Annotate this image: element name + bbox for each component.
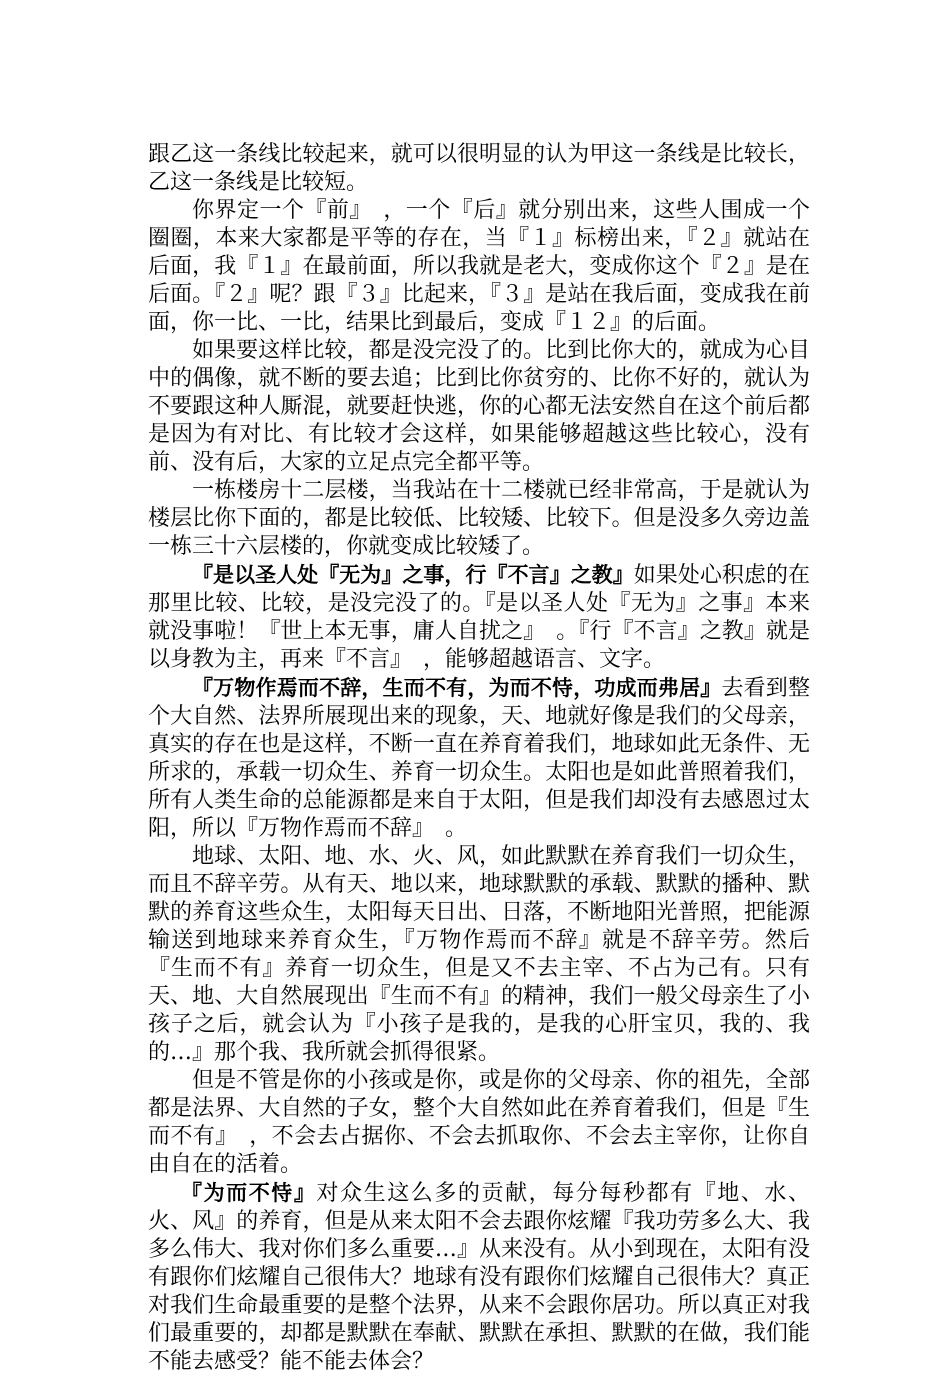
paragraph-6-text: 去看到整个大自然、法界所展现出来的现象，天、地就好像是我们的父母亲，真实的存在也是这样，不断一直在养育着我们，地球如此无条件、无所求的，承载一切众生、养育一切众生。太阳也是如此普照着我们，所有人类生命的总能源都是来自于太阳，但是我们却没有去感恩过太阳，所以『万物作焉而不辞』 。 xyxy=(148,676,810,841)
paragraph-5 xyxy=(148,561,810,674)
paragraph-4-text: 一栋楼房十二层楼，当我站在十二楼就已经非常高，于是就认为楼层比你下面的，都是比较低、比较矮、比较下。但是没多久旁边盖一栋三十六层楼的，你就变成比较矮了。 xyxy=(148,478,810,559)
paragraph-5-bold-quote: 『是以圣人处『无为』之事，行『不言』之教』 xyxy=(192,563,634,587)
paragraph-2 xyxy=(148,197,810,337)
paragraph-1 xyxy=(148,141,810,197)
paragraph-9-bold-quote: 『为而不恃』 xyxy=(181,1181,317,1205)
paragraph-7 xyxy=(148,843,810,1067)
paragraph-4 xyxy=(148,477,810,561)
paragraph-8 xyxy=(148,1067,810,1179)
paragraph-5-text: 如果处心积虑的在那里比较、比较，是没完没了的。『是以圣人处『无为』之事』本来就没事啦！『世上本无事，庸人自扰之』 。『行『不言』之教』就是以身教为主，再来『不言』 ，能够超越语言、文字。 xyxy=(148,563,810,672)
paragraph-6 xyxy=(148,674,810,843)
paragraph-8-text: 但是不管是你的小孩或是你，或是你的父母亲、你的祖先，全部都是法界、大自然的子女，整个大自然如此在养育着我们，但是『生而不有』 ，不会去占据你、不会去抓取你、不会去主宰你，让你自由自在的活着。 xyxy=(148,1068,810,1177)
paragraph-9-text: 对众生这么多的贡献，每分每秒都有『地、水、火、风』的养育，但是从来太阳不会去跟你炫耀『我功劳多么大、我多么伟大、我对你们多么重要…』从来没有。从小到现在，太阳有没有跟你们炫耀自己很伟大？地球有没有跟你们炫耀自己很伟大？真正对我们生命最重要的是整个法界，从来不会跟你居功。所以真正对我们最重要的，却都是默默在奉献、默默在承担、默默的在做，我们能不能去感受？能不能去体会？ xyxy=(148,1181,810,1374)
paragraph-3 xyxy=(148,337,810,477)
paragraph-2-text: 你界定一个『前』 ，一个『后』就分别出来，这些人围成一个圈圈，本来大家都是平等的存在，当『１』标榜出来，『２』就站在后面，我『１』在最前面，所以我就是老大，变成你这个『２』是在后面。『２』呢？跟『３』比起来，『３』是站在我后面，变成我在前面，你一比、一比，结果比到最后，变成『１２』的后面。 xyxy=(148,198,810,335)
paragraph-7-text: 地球、太阳、地、水、火、风，如此默默在养育我们一切众生，而且不辞辛劳。从有天、地以来，地球默默的承载、默默的播种、默默的养育这些众生，太阳每天日出、日落，不断地阳光普照，把能源输送到地球来养育众生，『万物作焉而不辞』就是不辞辛劳。然后『生而不有』养育一切众生，但是又不去主宰、不占为己有。只有天、地、大自然展现出『生而不有』的精神，我们一般父母亲生了小孩子之后，就会认为『小孩子是我的，是我的心肝宝贝，我的、我的…』那个我、我所就会抓得很紧。 xyxy=(148,844,810,1065)
paragraph-3-text: 如果要这样比较，都是没完没了的。比到比你大的，就成为心目中的偶像，就不断的要去追；比到比你贫穷的、比你不好的，就认为不要跟这种人厮混，就要赶快逃，你的心都无法安然自在这个前后都是因为有对比、有比较才会这样，如果能够超越这些比较心，没有前、没有后，大家的立足点完全都平等。 xyxy=(148,338,810,475)
paragraph-6-bold-quote: 『万物作焉而不辞，生而不有，为而不恃，功成而弗居』 xyxy=(192,676,722,700)
paragraph-9 xyxy=(148,1179,810,1376)
document-page xyxy=(148,141,810,1376)
paragraph-1-text: 跟乙这一条线比较起来，就可以很明显的认为甲这一条线是比较长，乙这一条线是比较短。 xyxy=(148,142,810,195)
